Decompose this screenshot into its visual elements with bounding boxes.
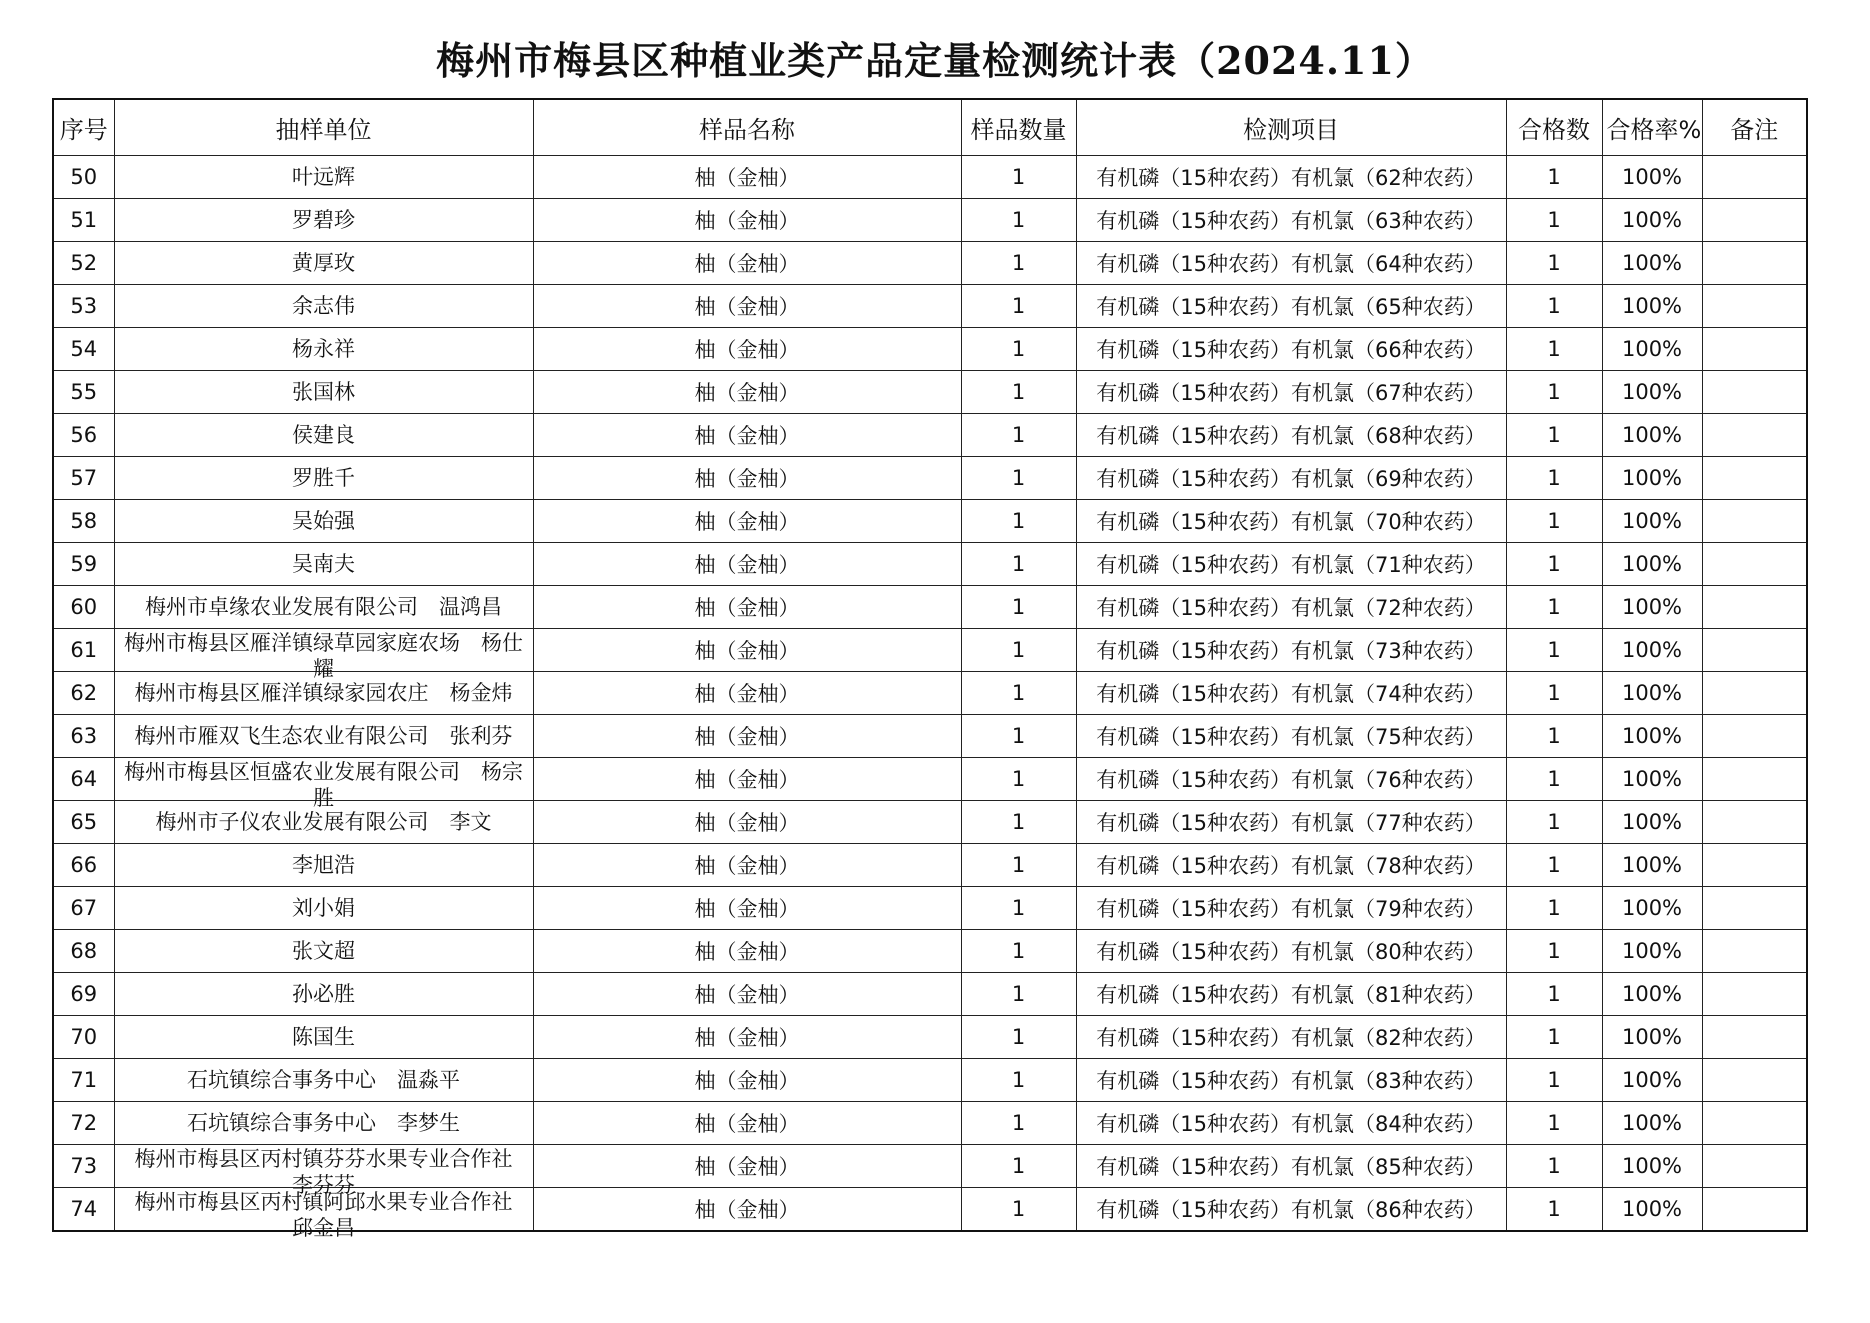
- cell-rate: 100%: [1602, 586, 1702, 629]
- cell-no: 58: [53, 500, 114, 543]
- cell-note: [1702, 1145, 1807, 1188]
- cell-no: 62: [53, 672, 114, 715]
- cell-item: 有机磷（15种农药）有机氯（75种农药）: [1076, 715, 1506, 758]
- cell-note: [1702, 242, 1807, 285]
- cell-item: 有机磷（15种农药）有机氯（72种农药）: [1076, 586, 1506, 629]
- cell-unit: [114, 543, 533, 586]
- cell-unit: [114, 285, 533, 328]
- cell-no: 66: [53, 844, 114, 887]
- cell-qty: 1: [961, 500, 1076, 543]
- cell-unit: [114, 242, 533, 285]
- unit-text: 叶远辉: [292, 165, 355, 189]
- unit-text: 侯建良: [292, 423, 355, 447]
- cell-item: 有机磷（15种农药）有机氯（66种农药）: [1076, 328, 1506, 371]
- cell-qty: 1: [961, 1145, 1076, 1188]
- cell-unit: [114, 1102, 533, 1145]
- cell-pass: 1: [1506, 199, 1602, 242]
- cell-note: [1702, 629, 1807, 672]
- cell-rate: 100%: [1602, 457, 1702, 500]
- cell-qty: 1: [961, 973, 1076, 1016]
- cell-item: 有机磷（15种农药）有机氯（69种农药）: [1076, 457, 1506, 500]
- header-no: 序号: [53, 99, 114, 156]
- header-qty: 样品数量: [961, 99, 1076, 156]
- unit-text: 陈国生: [292, 1025, 355, 1049]
- header-rate: 合格率%: [1602, 99, 1702, 156]
- cell-sample: 柚（金柚）: [533, 199, 961, 242]
- unit-text: 杨永祥: [292, 337, 355, 361]
- cell-no: 57: [53, 457, 114, 500]
- cell-item: 有机磷（15种农药）有机氯（81种农药）: [1076, 973, 1506, 1016]
- header-pass: 合格数: [1506, 99, 1602, 156]
- table-row: [53, 328, 1807, 371]
- cell-pass: 1: [1506, 457, 1602, 500]
- header-unit: 抽样单位: [114, 99, 533, 156]
- cell-sample: 柚（金柚）: [533, 930, 961, 973]
- cell-item: 有机磷（15种农药）有机氯（62种农药）: [1076, 156, 1506, 199]
- cell-sample: 柚（金柚）: [533, 973, 961, 1016]
- cell-rate: 100%: [1602, 1102, 1702, 1145]
- cell-pass: 1: [1506, 285, 1602, 328]
- cell-no: 64: [53, 758, 114, 801]
- cell-pass: 1: [1506, 844, 1602, 887]
- unit-text: 梅州市子仪农业发展有限公司 李文: [155, 810, 492, 834]
- cell-note: [1702, 715, 1807, 758]
- cell-pass: 1: [1506, 1145, 1602, 1188]
- cell-pass: 1: [1506, 758, 1602, 801]
- cell-item: 有机磷（15种农药）有机氯（67种农药）: [1076, 371, 1506, 414]
- unit-text: 梅州市梅县区雁洋镇绿草园家庭农场 杨仕耀: [124, 631, 523, 681]
- table-row: [53, 285, 1807, 328]
- cell-unit: [114, 500, 533, 543]
- cell-item: 有机磷（15种农药）有机氯（63种农药）: [1076, 199, 1506, 242]
- table-row: [53, 973, 1807, 1016]
- cell-rate: 100%: [1602, 887, 1702, 930]
- cell-rate: 100%: [1602, 672, 1702, 715]
- table-row: [53, 242, 1807, 285]
- cell-unit: [114, 156, 533, 199]
- cell-sample: 柚（金柚）: [533, 715, 961, 758]
- cell-no: 71: [53, 1059, 114, 1102]
- cell-note: [1702, 1102, 1807, 1145]
- cell-unit: [114, 1145, 534, 1197]
- cell-rate: 100%: [1602, 629, 1702, 672]
- cell-no: 56: [53, 414, 114, 457]
- cell-item: 有机磷（15种农药）有机氯（77种农药）: [1076, 801, 1506, 844]
- cell-note: [1702, 973, 1807, 1016]
- cell-rate: 100%: [1602, 543, 1702, 586]
- cell-pass: 1: [1506, 930, 1602, 973]
- unit-text: 梅州市梅县区恒盛农业发展有限公司 杨宗胜: [124, 760, 523, 810]
- cell-pass: 1: [1506, 414, 1602, 457]
- unit-text: 罗碧珍: [292, 208, 355, 232]
- cell-unit: [114, 1059, 533, 1102]
- header-row: [53, 99, 1807, 156]
- cell-unit: [114, 414, 533, 457]
- cell-rate: 100%: [1602, 1145, 1702, 1188]
- cell-sample: 柚（金柚）: [533, 500, 961, 543]
- cell-rate: 100%: [1602, 371, 1702, 414]
- cell-item: 有机磷（15种农药）有机氯（73种农药）: [1076, 629, 1506, 672]
- cell-rate: 100%: [1602, 285, 1702, 328]
- cell-note: [1702, 887, 1807, 930]
- cell-rate: 100%: [1602, 500, 1702, 543]
- cell-qty: 1: [961, 758, 1076, 801]
- cell-pass: 1: [1506, 672, 1602, 715]
- cell-item: 有机磷（15种农药）有机氯（79种农药）: [1076, 887, 1506, 930]
- cell-pass: 1: [1506, 371, 1602, 414]
- header-sample: 样品名称: [533, 99, 961, 156]
- cell-sample: 柚（金柚）: [533, 371, 961, 414]
- cell-qty: 1: [961, 586, 1076, 629]
- cell-no: 53: [53, 285, 114, 328]
- unit-text: 余志伟: [292, 294, 355, 318]
- page-title: 梅州市梅县区种植业类产品定量检测统计表（2024.11）: [436, 38, 1434, 83]
- cell-no: 68: [53, 930, 114, 973]
- unit-text: 吴始强: [292, 509, 355, 533]
- cell-sample: 柚（金柚）: [533, 1188, 961, 1232]
- cell-note: [1702, 285, 1807, 328]
- cell-qty: 1: [961, 1188, 1076, 1232]
- table-row: [53, 715, 1807, 758]
- cell-unit: [114, 844, 533, 887]
- cell-no: 67: [53, 887, 114, 930]
- cell-note: [1702, 199, 1807, 242]
- unit-text: 石坑镇综合事务中心 温淼平: [187, 1068, 460, 1092]
- table-row: [53, 844, 1807, 887]
- cell-qty: 1: [961, 1016, 1076, 1059]
- table-body: [53, 156, 1807, 1240]
- cell-pass: 1: [1506, 500, 1602, 543]
- table-row: [53, 457, 1807, 500]
- cell-qty: 1: [961, 414, 1076, 457]
- table-row: [53, 371, 1807, 414]
- cell-qty: 1: [961, 328, 1076, 371]
- unit-text: 梅州市卓缘农业发展有限公司 温鸿昌: [145, 595, 502, 619]
- unit-text: 石坑镇综合事务中心 李梦生: [187, 1111, 460, 1135]
- cell-no: 52: [53, 242, 114, 285]
- cell-sample: 柚（金柚）: [533, 1145, 961, 1188]
- cell-sample: 柚（金柚）: [533, 887, 961, 930]
- cell-no: 65: [53, 801, 114, 844]
- cell-pass: 1: [1506, 887, 1602, 930]
- table-row: [53, 1059, 1807, 1102]
- cell-rate: 100%: [1602, 930, 1702, 973]
- cell-sample: 柚（金柚）: [533, 629, 961, 672]
- unit-text: 梅州市梅县区雁洋镇绿家园农庄 杨金炜: [134, 681, 513, 705]
- cell-rate: 100%: [1602, 715, 1702, 758]
- table-row: [53, 887, 1807, 930]
- cell-pass: 1: [1506, 715, 1602, 758]
- cell-note: [1702, 543, 1807, 586]
- cell-rate: 100%: [1602, 414, 1702, 457]
- cell-rate: 100%: [1602, 973, 1702, 1016]
- unit-text: 罗胜千: [292, 466, 355, 490]
- cell-qty: 1: [961, 371, 1076, 414]
- cell-no: 63: [53, 715, 114, 758]
- unit-text: 梅州市梅县区丙村镇阿邱水果专业合作社 邱金昌: [134, 1190, 534, 1240]
- cell-pass: 1: [1506, 328, 1602, 371]
- cell-no: 74: [53, 1188, 114, 1232]
- cell-qty: 1: [961, 887, 1076, 930]
- cell-sample: 柚（金柚）: [533, 1059, 961, 1102]
- cell-sample: 柚（金柚）: [533, 328, 961, 371]
- cell-note: [1702, 1016, 1807, 1059]
- cell-unit: [114, 1016, 533, 1059]
- cell-item: 有机磷（15种农药）有机氯（86种农药）: [1076, 1188, 1506, 1232]
- cell-unit: [114, 457, 533, 500]
- cell-pass: 1: [1506, 801, 1602, 844]
- cell-rate: 100%: [1602, 801, 1702, 844]
- cell-unit: [114, 1188, 534, 1240]
- cell-no: 70: [53, 1016, 114, 1059]
- cell-rate: 100%: [1602, 1016, 1702, 1059]
- unit-text: 吴南夫: [292, 552, 355, 576]
- cell-sample: 柚（金柚）: [533, 801, 961, 844]
- cell-item: 有机磷（15种农药）有机氯（68种农药）: [1076, 414, 1506, 457]
- cell-sample: 柚（金柚）: [533, 414, 961, 457]
- cell-sample: 柚（金柚）: [533, 672, 961, 715]
- unit-text: 黄厚玫: [292, 251, 355, 275]
- cell-note: [1702, 457, 1807, 500]
- table-row: [53, 1016, 1807, 1059]
- cell-qty: 1: [961, 1059, 1076, 1102]
- cell-unit: [114, 715, 533, 758]
- cell-sample: 柚（金柚）: [533, 1102, 961, 1145]
- cell-pass: 1: [1506, 1016, 1602, 1059]
- cell-unit: [114, 930, 533, 973]
- cell-qty: 1: [961, 199, 1076, 242]
- cell-note: [1702, 672, 1807, 715]
- cell-qty: 1: [961, 672, 1076, 715]
- cell-pass: 1: [1506, 1059, 1602, 1102]
- cell-qty: 1: [961, 242, 1076, 285]
- cell-rate: 100%: [1602, 1059, 1702, 1102]
- cell-unit: [114, 758, 533, 810]
- cell-pass: 1: [1506, 242, 1602, 285]
- cell-no: 69: [53, 973, 114, 1016]
- cell-rate: 100%: [1602, 156, 1702, 199]
- cell-rate: 100%: [1602, 758, 1702, 801]
- cell-item: 有机磷（15种农药）有机氯（84种农药）: [1076, 1102, 1506, 1145]
- cell-qty: 1: [961, 930, 1076, 973]
- cell-qty: 1: [961, 844, 1076, 887]
- cell-pass: 1: [1506, 156, 1602, 199]
- cell-no: 50: [53, 156, 114, 199]
- cell-note: [1702, 1059, 1807, 1102]
- cell-unit: [114, 371, 533, 414]
- cell-no: 61: [53, 629, 114, 672]
- cell-item: 有机磷（15种农药）有机氯（65种农药）: [1076, 285, 1506, 328]
- header-item: 检测项目: [1076, 99, 1506, 156]
- cell-item: 有机磷（15种农药）有机氯（71种农药）: [1076, 543, 1506, 586]
- cell-rate: 100%: [1602, 242, 1702, 285]
- cell-note: [1702, 844, 1807, 887]
- cell-sample: 柚（金柚）: [533, 156, 961, 199]
- cell-item: 有机磷（15种农药）有机氯（70种农药）: [1076, 500, 1506, 543]
- cell-no: 51: [53, 199, 114, 242]
- table-row: [53, 930, 1807, 973]
- unit-text: 张国林: [292, 380, 355, 404]
- table-row: [53, 414, 1807, 457]
- table-row: [53, 758, 1807, 801]
- cell-rate: 100%: [1602, 328, 1702, 371]
- cell-pass: 1: [1506, 1102, 1602, 1145]
- cell-sample: 柚（金柚）: [533, 1016, 961, 1059]
- cell-qty: 1: [961, 543, 1076, 586]
- cell-item: 有机磷（15种农药）有机氯（74种农药）: [1076, 672, 1506, 715]
- cell-unit: [114, 199, 533, 242]
- cell-sample: 柚（金柚）: [533, 586, 961, 629]
- cell-no: 59: [53, 543, 114, 586]
- table-row: [53, 1188, 1807, 1232]
- cell-note: [1702, 758, 1807, 801]
- cell-note: [1702, 586, 1807, 629]
- inspection-table: [52, 98, 1808, 1240]
- cell-pass: 1: [1506, 629, 1602, 672]
- cell-unit: [114, 887, 533, 930]
- table-row: [53, 586, 1807, 629]
- table-row: [53, 500, 1807, 543]
- cell-no: 72: [53, 1102, 114, 1145]
- cell-rate: 100%: [1602, 1188, 1702, 1232]
- cell-note: [1702, 371, 1807, 414]
- cell-qty: 1: [961, 715, 1076, 758]
- cell-note: [1702, 1188, 1807, 1232]
- cell-note: [1702, 801, 1807, 844]
- cell-sample: 柚（金柚）: [533, 242, 961, 285]
- cell-pass: 1: [1506, 1188, 1602, 1232]
- cell-qty: 1: [961, 629, 1076, 672]
- cell-qty: 1: [961, 156, 1076, 199]
- cell-sample: 柚（金柚）: [533, 758, 961, 801]
- cell-item: 有机磷（15种农药）有机氯（64种农药）: [1076, 242, 1506, 285]
- cell-no: 55: [53, 371, 114, 414]
- cell-pass: 1: [1506, 973, 1602, 1016]
- cell-note: [1702, 500, 1807, 543]
- cell-rate: 100%: [1602, 199, 1702, 242]
- cell-sample: 柚（金柚）: [533, 285, 961, 328]
- cell-note: [1702, 156, 1807, 199]
- cell-item: 有机磷（15种农药）有机氯（85种农药）: [1076, 1145, 1506, 1188]
- cell-unit: [114, 629, 533, 681]
- cell-item: 有机磷（15种农药）有机氯（82种农药）: [1076, 1016, 1506, 1059]
- header-note: 备注: [1702, 99, 1807, 156]
- cell-item: 有机磷（15种农药）有机氯（80种农药）: [1076, 930, 1506, 973]
- cell-qty: 1: [961, 1102, 1076, 1145]
- cell-no: 54: [53, 328, 114, 371]
- cell-note: [1702, 930, 1807, 973]
- table-row: [53, 1145, 1807, 1188]
- cell-qty: 1: [961, 801, 1076, 844]
- unit-text: 刘小娟: [292, 896, 355, 920]
- cell-note: [1702, 328, 1807, 371]
- cell-item: 有机磷（15种农药）有机氯（83种农药）: [1076, 1059, 1506, 1102]
- cell-sample: 柚（金柚）: [533, 457, 961, 500]
- cell-pass: 1: [1506, 586, 1602, 629]
- unit-text: 李旭浩: [292, 853, 355, 877]
- cell-item: 有机磷（15种农药）有机氯（76种农药）: [1076, 758, 1506, 801]
- table-row: [53, 156, 1807, 199]
- cell-qty: 1: [961, 285, 1076, 328]
- unit-text: 梅州市雁双飞生态农业有限公司 张利芬: [134, 724, 513, 748]
- cell-sample: 柚（金柚）: [533, 543, 961, 586]
- cell-pass: 1: [1506, 543, 1602, 586]
- cell-note: [1702, 414, 1807, 457]
- unit-text: 张文超: [292, 939, 355, 963]
- table-row: [53, 199, 1807, 242]
- cell-no: 73: [53, 1145, 114, 1188]
- unit-text: 梅州市梅县区丙村镇芬芬水果专业合作社 李芬芬: [134, 1147, 534, 1197]
- table-row: [53, 629, 1807, 672]
- cell-no: 60: [53, 586, 114, 629]
- cell-unit: [114, 973, 533, 1016]
- cell-unit: [114, 586, 533, 629]
- table-row: [53, 543, 1807, 586]
- cell-qty: 1: [961, 457, 1076, 500]
- cell-rate: 100%: [1602, 844, 1702, 887]
- cell-item: 有机磷（15种农药）有机氯（78种农药）: [1076, 844, 1506, 887]
- table-row: [53, 1102, 1807, 1145]
- unit-text: 孙必胜: [292, 982, 355, 1006]
- cell-unit: [114, 328, 533, 371]
- cell-sample: 柚（金柚）: [533, 844, 961, 887]
